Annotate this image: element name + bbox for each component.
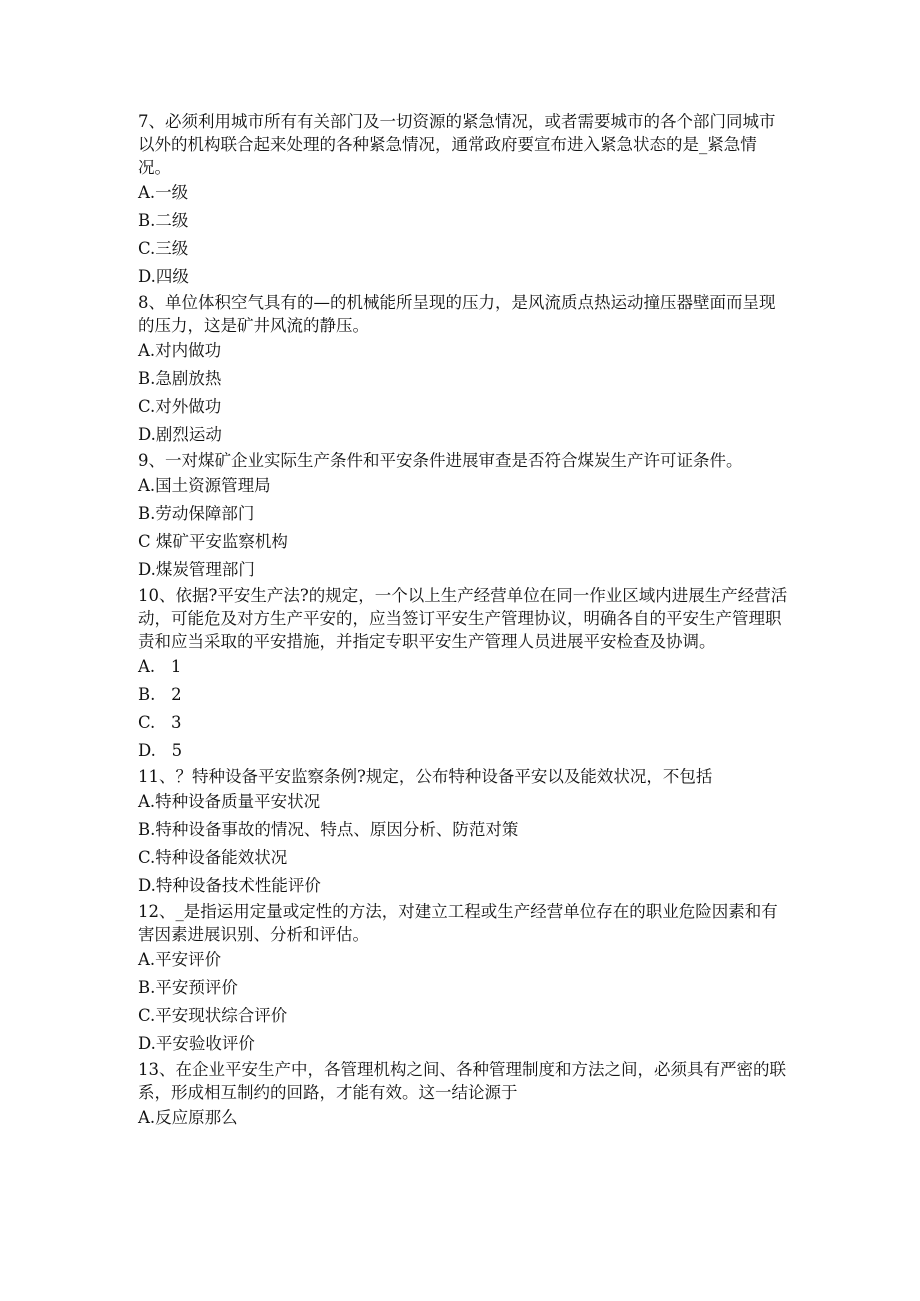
question-stem: 10、依据?平安生产法?的规定，一个以上生产经营单位在同一作业区域内进展生产经营活动，可能危及对方生产平安的，应当签订平安生产管理协议，明确各自的平安生产管理职责和应当采取的平安措施，并指定专职平安生产管理人员进展平安检查及协调。 [138, 586, 788, 651]
option-b: B.特种设备事故的情况、特点、原因分析、防范对策 [138, 820, 519, 839]
question-10 [138, 584, 788, 765]
option-d: D.四级 [138, 267, 189, 286]
option-b: B.急剧放热 [138, 369, 222, 388]
option-c: C.对外做功 [138, 397, 222, 416]
question-7 [138, 110, 788, 291]
option-a: A.特种设备质量平安状况 [138, 792, 321, 811]
question-stem: 9、一对煤矿企业实际生产条件和平安条件进展审查是否符合煤炭生产许可证条件。 [138, 451, 743, 470]
option-list [138, 179, 788, 291]
option-list [138, 1104, 788, 1132]
option-b: B.劳动保障部门 [138, 504, 255, 523]
option-a: A.对内做功 [138, 341, 222, 360]
option-a: A.平安评价 [138, 950, 222, 969]
option-b: B.平安预评价 [138, 978, 238, 997]
option-d: D.煤炭管理部门 [138, 560, 255, 579]
question-list [138, 110, 788, 1132]
option-a: A.一级 [138, 183, 189, 202]
option-d: D.特种设备技术性能评价 [138, 876, 321, 895]
option-c: C.特种设备能效状况 [138, 848, 288, 867]
question-9 [138, 449, 788, 584]
option-a: A.国土资源管理局 [138, 476, 271, 495]
option-b: B.二级 [138, 211, 189, 230]
question-stem: 13、在企业平安生产中，各管理机构之间、各种管理制度和方法之间，必须具有严密的联系，形成相互制约的回路，才能有效。这一结论源于 [138, 1060, 786, 1102]
question-stem: 12、_是指运用定量或定性的方法，对建立工程或生产经营单位存在的职业危险因素和有害因素进展识别、分析和评估。 [138, 902, 778, 944]
option-c: C 煤矿平安监察机构 [138, 532, 288, 551]
option-list [138, 337, 788, 449]
option-b: B. 2 [138, 685, 182, 704]
question-11 [138, 765, 788, 900]
option-c: C. 3 [138, 713, 182, 732]
option-list [138, 946, 788, 1058]
question-stem: 11、？特种设备平安监察条例?规定，公布特种设备平安以及能效状况，不包括 [138, 767, 713, 786]
question-stem: 8、单位体积空气具有的—的机械能所呈现的压力，是风流质点热运动撞压器壁面而呈现的压力，这是矿井风流的静压。 [138, 293, 776, 335]
option-c: C.三级 [138, 239, 189, 258]
option-a: A. 1 [138, 657, 182, 676]
option-list [138, 472, 788, 584]
option-list [138, 788, 788, 900]
option-d: D. 5 [138, 741, 183, 760]
question-stem: 7、必须利用城市所有有关部门及一切资源的紧急情况，或者需要城市的各个部门同城市以外的机构联合起来处理的各种紧急情况，通常政府要宣布进入紧急状态的是_紧急情况。 [138, 112, 776, 177]
option-d: D.剧烈运动 [138, 425, 222, 444]
option-d: D.平安验收评价 [138, 1034, 255, 1053]
question-8 [138, 291, 788, 449]
option-a: A.反应原那么 [138, 1108, 238, 1127]
option-c: C.平安现状综合评价 [138, 1006, 288, 1025]
question-12 [138, 900, 788, 1058]
option-list [138, 653, 788, 765]
question-13 [138, 1058, 788, 1132]
